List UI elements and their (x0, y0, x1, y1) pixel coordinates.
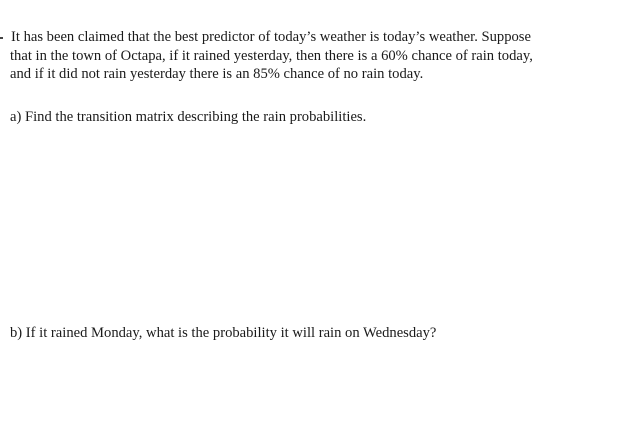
problem-statement-line-2: that in the town of Octapa, if it rained yesterday, then there is a 60% chance of rain today, (10, 47, 533, 64)
problem-statement (10, 28, 610, 84)
question-part-b: b) If it rained Monday, what is the probability it will rain on Wednesday? (10, 325, 437, 341)
problem-statement-line-1: It has been claimed that the best predictor of today’s weather is today’s weather. Suppose (11, 29, 531, 45)
problem-statement-line-3: and if it did not rain yesterday there is an 85% chance of no rain today. (10, 66, 424, 82)
margin-mark (0, 37, 3, 39)
question-part-a: a) Find the transition matrix describing the rain probabilities. (10, 109, 367, 125)
